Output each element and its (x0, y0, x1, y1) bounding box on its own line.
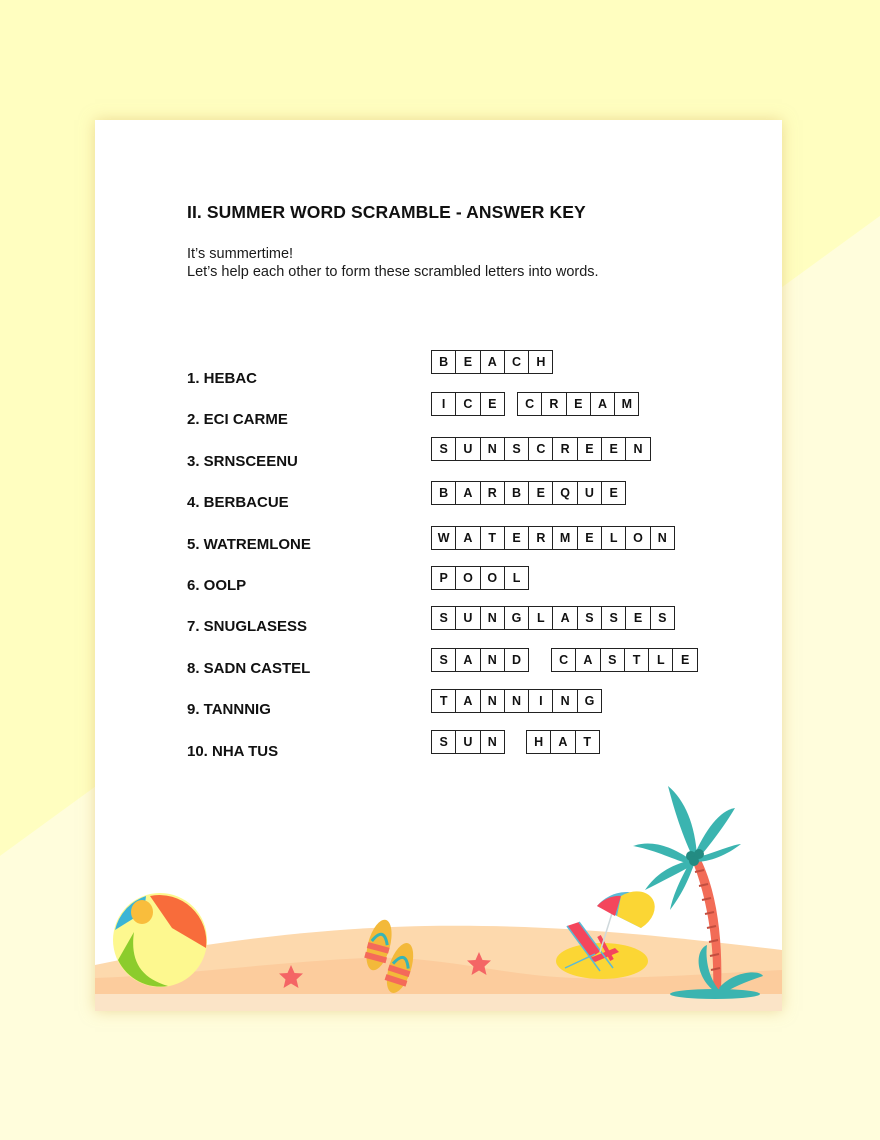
letter-box: A (553, 607, 577, 629)
letter-box: G (505, 607, 529, 629)
letter-box: L (512, 571, 521, 585)
beach-chair-icon (556, 922, 648, 979)
letter-box: O (456, 567, 480, 589)
letter-box: C (505, 351, 529, 373)
question-label: 3. SRNSCEENU (187, 453, 298, 470)
letter-box: N (481, 607, 505, 629)
letter-box: L (529, 607, 553, 629)
question-label: 10. NHA TUS (187, 743, 279, 760)
letter-box: T (481, 527, 505, 549)
letter-box: L (602, 527, 626, 549)
letter-box: E (602, 438, 626, 460)
letter-box: B (505, 482, 529, 504)
letter-box: R (529, 527, 553, 549)
intro-line-2: Let’s help each other to form these scrambled letters into words. (187, 264, 599, 280)
letter-box: U (456, 438, 480, 460)
question-label: 2. ECI CARME (187, 411, 288, 428)
letter-box: A (591, 393, 615, 415)
question-label: 4. BERBACUE (187, 494, 289, 511)
letter-box: U (578, 482, 602, 504)
letter-box: S (505, 438, 529, 460)
letter-box: M (621, 397, 633, 411)
letter-box: S (432, 731, 456, 753)
letter-box: H (527, 731, 551, 753)
letter-box: W (432, 527, 456, 549)
letter-box: N (657, 531, 667, 545)
letter-box: N (481, 438, 505, 460)
letter-box: U (456, 731, 480, 753)
letter-box: N (633, 442, 643, 456)
letter-box: M (553, 527, 577, 549)
letter-box: C (529, 438, 553, 460)
letter-box: H (536, 355, 546, 369)
letter-box: C (456, 393, 480, 415)
letter-box: S (601, 649, 625, 671)
letter-box: S (432, 649, 456, 671)
question-label: 1. HEBAC (187, 370, 258, 387)
question-label: 7. SNUGLASESS (187, 618, 308, 635)
letter-box: A (456, 482, 480, 504)
letter-box: E (505, 527, 529, 549)
letter-box: T (625, 649, 649, 671)
letter-box: I (529, 690, 553, 712)
letter-box: S (658, 611, 667, 625)
letter-box: S (432, 607, 456, 629)
letter-box: A (456, 649, 480, 671)
question-label: 6. OOLP (187, 577, 247, 594)
letter-box: I (432, 393, 456, 415)
letter-box: E (488, 397, 497, 411)
letter-box: R (481, 482, 505, 504)
letter-box: E (680, 653, 690, 667)
intro-line-1: It’s summertime! (187, 246, 294, 262)
letter-box: O (626, 527, 650, 549)
letter-box: O (481, 567, 505, 589)
letter-box: Q (553, 482, 577, 504)
question-label: 8. SADN CASTEL (187, 660, 311, 677)
letter-box: B (432, 351, 456, 373)
letter-box: B (432, 482, 456, 504)
letter-box: C (518, 393, 542, 415)
letter-box: P (432, 567, 456, 589)
letter-box: S (578, 607, 602, 629)
letter-box: E (578, 438, 602, 460)
letter-box: T (583, 735, 592, 749)
letter-box: S (432, 438, 456, 460)
beach-illustration (95, 120, 782, 1011)
letter-box: S (602, 607, 626, 629)
letter-box: N (487, 735, 497, 749)
letter-box: D (512, 653, 522, 667)
letter-box: N (553, 690, 577, 712)
letter-box: A (551, 731, 575, 753)
letter-box: E (567, 393, 591, 415)
question-label: 9. TANNNIG (187, 701, 271, 718)
letter-box: U (456, 607, 480, 629)
letter-box: L (649, 649, 673, 671)
letter-box: A (576, 649, 600, 671)
letter-box: E (456, 351, 480, 373)
letter-box: A (481, 351, 505, 373)
worksheet-title: II. SUMMER WORD SCRAMBLE - ANSWER KEY (187, 202, 586, 222)
letter-box: T (432, 690, 456, 712)
letter-box: E (578, 527, 602, 549)
letter-box: G (584, 694, 595, 708)
letter-box: E (529, 482, 553, 504)
letter-box: N (505, 690, 529, 712)
letter-box: N (481, 690, 505, 712)
beach-ball-icon (113, 893, 207, 987)
letter-box: C (552, 649, 576, 671)
letter-box: R (542, 393, 566, 415)
letter-box: A (456, 527, 480, 549)
letter-box: A (456, 690, 480, 712)
letter-box: E (609, 486, 618, 500)
worksheet-page (95, 120, 782, 1011)
letter-box: E (626, 607, 650, 629)
letter-box: R (553, 438, 577, 460)
letter-box: N (481, 649, 505, 671)
question-label: 5. WATREMLONE (187, 536, 311, 553)
